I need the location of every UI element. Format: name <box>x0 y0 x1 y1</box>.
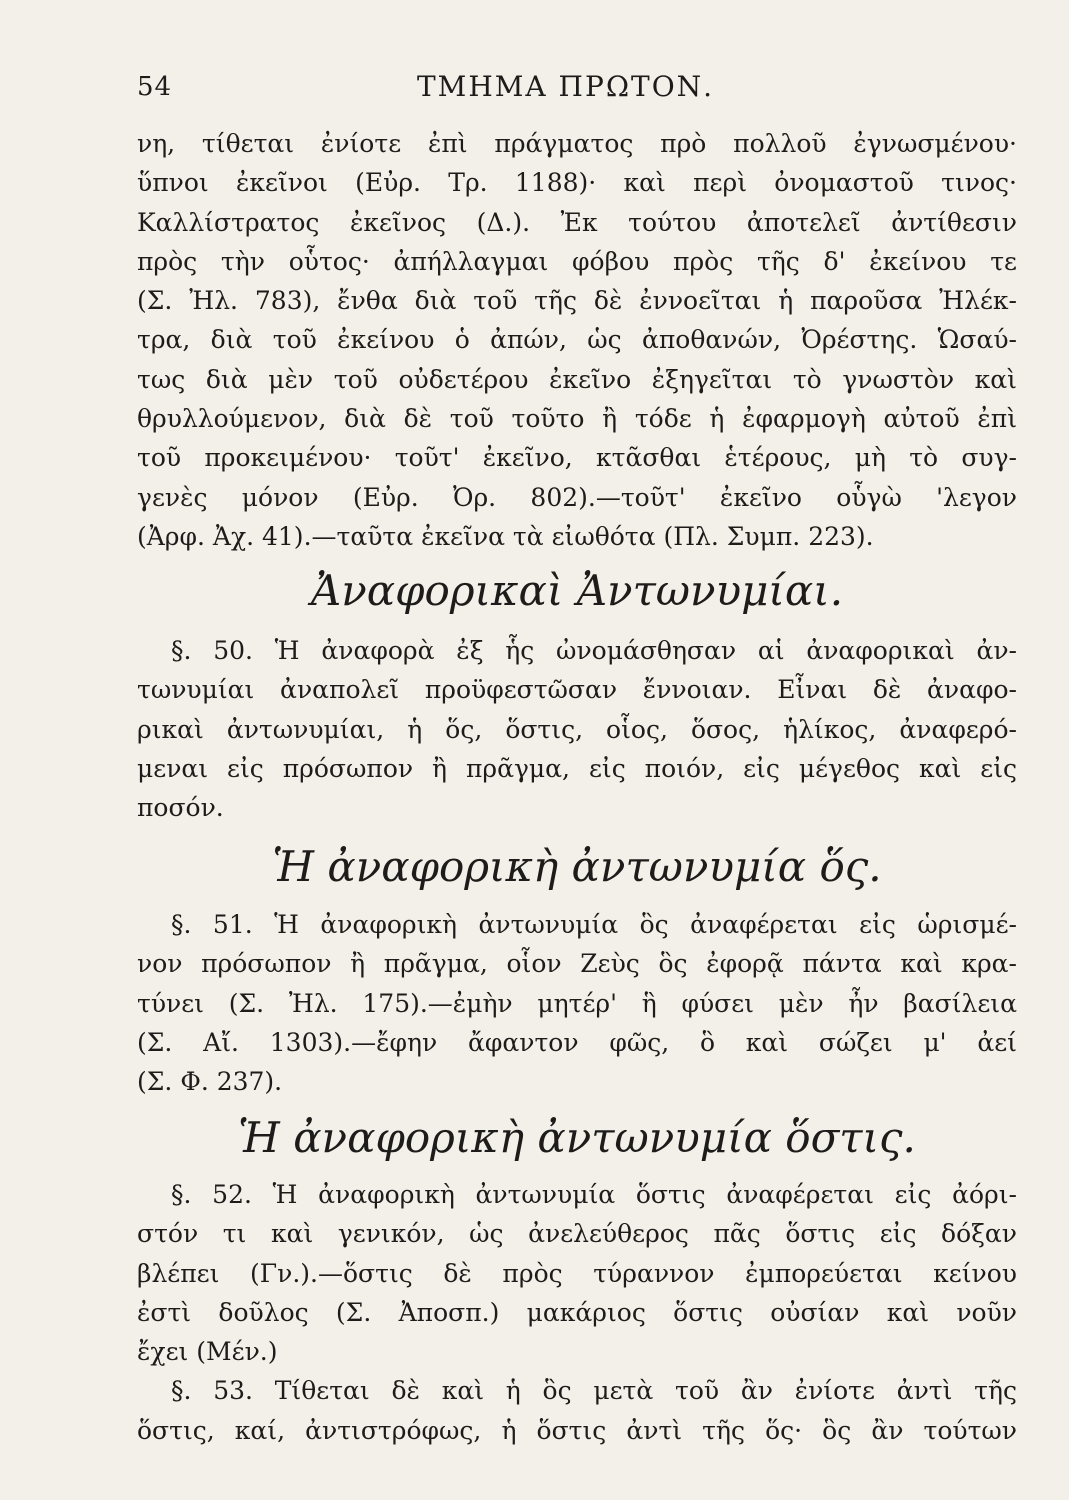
text-line: μεναι εἰς πρόσωπον ἢ πρᾶγμα, εἰς ποιόν, εἰς μέγεθος καὶ εἰς <box>137 753 1017 783</box>
text-line: βλέπει (Γν.).—ὅστις δὲ πρὸς τύραννον ἐμπορεύεται κείνου <box>137 1258 1017 1288</box>
section-heading-relative-pronouns: Ἀναφορικαὶ Ἀντωνυμίαι. <box>310 566 844 615</box>
page-number: 54 <box>137 72 173 102</box>
text-line: Καλλίστρατος ἐκεῖνος (Δ.). Ἐκ τούτου ἀποτελεῖ ἀντίθεσιν <box>137 207 1017 237</box>
section-heading-hos: Ἡ ἀναφορικὴ ἀντωνυμία ὅς. <box>272 842 882 891</box>
text-line: τύνει (Σ. Ἠλ. 175).—ἐμὴν μητέρ' ἣ φύσει μὲν ἦν βασίλεια <box>137 988 1017 1018</box>
text-line: γενὲς μόνον (Εὐρ. Ὀρ. 802).—τοῦτ' ἐκεῖνο οὗγὼ 'λεγον <box>137 482 1017 512</box>
paragraph-section-51 <box>137 905 1017 1101</box>
paragraph-demonstrative-ekeinos <box>137 124 1017 556</box>
text-line: §. 50. Ἡ ἀναφορὰ ἐξ ἧς ὠνομάσθησαν αἱ ἀναφορικαὶ ἀν- <box>171 636 1017 665</box>
text-line: τοῦ προκειμένου· τοῦτ' ἐκεῖνο, κτᾶσθαι ἑτέρους, μὴ τὸ συγ- <box>137 443 1017 473</box>
paragraph-sections-52-53 <box>137 1175 1017 1450</box>
text-line: στόν τι καὶ γενικόν, ὡς ἀνελεύθερος πᾶς ὅστις εἰς δόξαν <box>137 1219 1017 1249</box>
page-header <box>137 58 1017 108</box>
text-line: θρυλλούμενον, διὰ δὲ τοῦ τοῦτο ἢ τόδε ἡ ἐφαρμογὴ αὐτοῦ ἐπὶ <box>137 404 1017 434</box>
text-line: νη, τίθεται ἐνίοτε ἐπὶ πράγματος πρὸ πολλοῦ ἐγνωσμένου· <box>137 129 1017 158</box>
text-line: ποσόν. <box>137 793 224 823</box>
text-line: (Σ. Φ. 237). <box>137 1067 283 1097</box>
text-line: ὕπνοι ἐκεῖνοι (Εὐρ. Τρ. 1188)· καὶ περὶ ὀνομαστοῦ τινος· <box>137 168 1017 198</box>
text-line: (Σ. Αἴ. 1303).—ἔφην ἄφαντον φῶς, ὃ καὶ σώζει μ' ἀεί <box>137 1027 1017 1057</box>
section-heading-hostis: Ἡ ἀναφορικὴ ἀντωνυμία ὅστις. <box>238 1113 916 1162</box>
text-line: τωνυμίαι ἀναπολεῖ προϋφεστῶσαν ἔννοιαν. Εἶναι δὲ ἀναφο- <box>137 675 1017 705</box>
text-line: (Σ. Ἠλ. 783), ἔνθα διὰ τοῦ τῆς δὲ ἐννοεῖται ἡ παροῦσα Ἠλέκ- <box>137 286 1017 316</box>
text-line: (Ἀρφ. Ἀχ. 41).—ταῦτα ἐκεῖνα τὰ εἰωθότα (Πλ. Συμπ. 223). <box>137 521 874 551</box>
text-line: ρικαὶ ἀντωνυμίαι, ἡ ὅς, ὅστις, οἷος, ὅσος, ἡλίκος, ἀναφερό- <box>137 714 1017 744</box>
text-line: §. 52. Ἡ ἀναφορικὴ ἀντωνυμία ὅστις ἀναφέρεται εἰς ἀόρι- <box>171 1180 1017 1209</box>
paragraph-section-50 <box>137 631 1017 827</box>
text-line: ὅστις, καί, ἀντιστρόφως, ἡ ὅστις ἀντὶ τῆς ὅς· ὃς ἂν τούτων <box>137 1415 1017 1445</box>
text-line: τρα, διὰ τοῦ ἐκείνου ὁ ἀπών, ὡς ἀποθανών, Ὀρέστης. Ὡσαύ- <box>137 325 1017 355</box>
text-line: §. 53. Τίθεται δὲ καὶ ἡ ὃς μετὰ τοῦ ἂν ἐνίοτε ἀντὶ τῆς <box>171 1376 1017 1406</box>
running-title: ΤΜΗΜΑ ΠΡΩΤΟΝ. <box>417 70 715 103</box>
text-line: ἐστὶ δοῦλος (Σ. Ἀποσπ.) μακάριος ὅστις οὐσίαν καὶ νοῦν <box>137 1297 1017 1327</box>
text-line: πρὸς τὴν οὗτος· ἀπήλλαγμαι φόβου πρὸς τῆς δ' ἐκείνου τε <box>137 246 1017 276</box>
text-line: §. 51. Ἡ ἀναφορικὴ ἀντωνυμία ὃς ἀναφέρεται εἰς ὡρισμέ- <box>171 910 1017 939</box>
text-line: τως διὰ μὲν τοῦ οὐδετέρου ἐκεῖνο ἐξηγεῖται τὸ γνωστὸν καὶ <box>137 364 1017 394</box>
text-line: ἔχει (Μέν.) <box>137 1337 278 1367</box>
text-line: νον πρόσωπον ἢ πρᾶγμα, οἷον Ζεὺς ὃς ἐφορᾷ πάντα καὶ κρα- <box>137 949 1017 979</box>
